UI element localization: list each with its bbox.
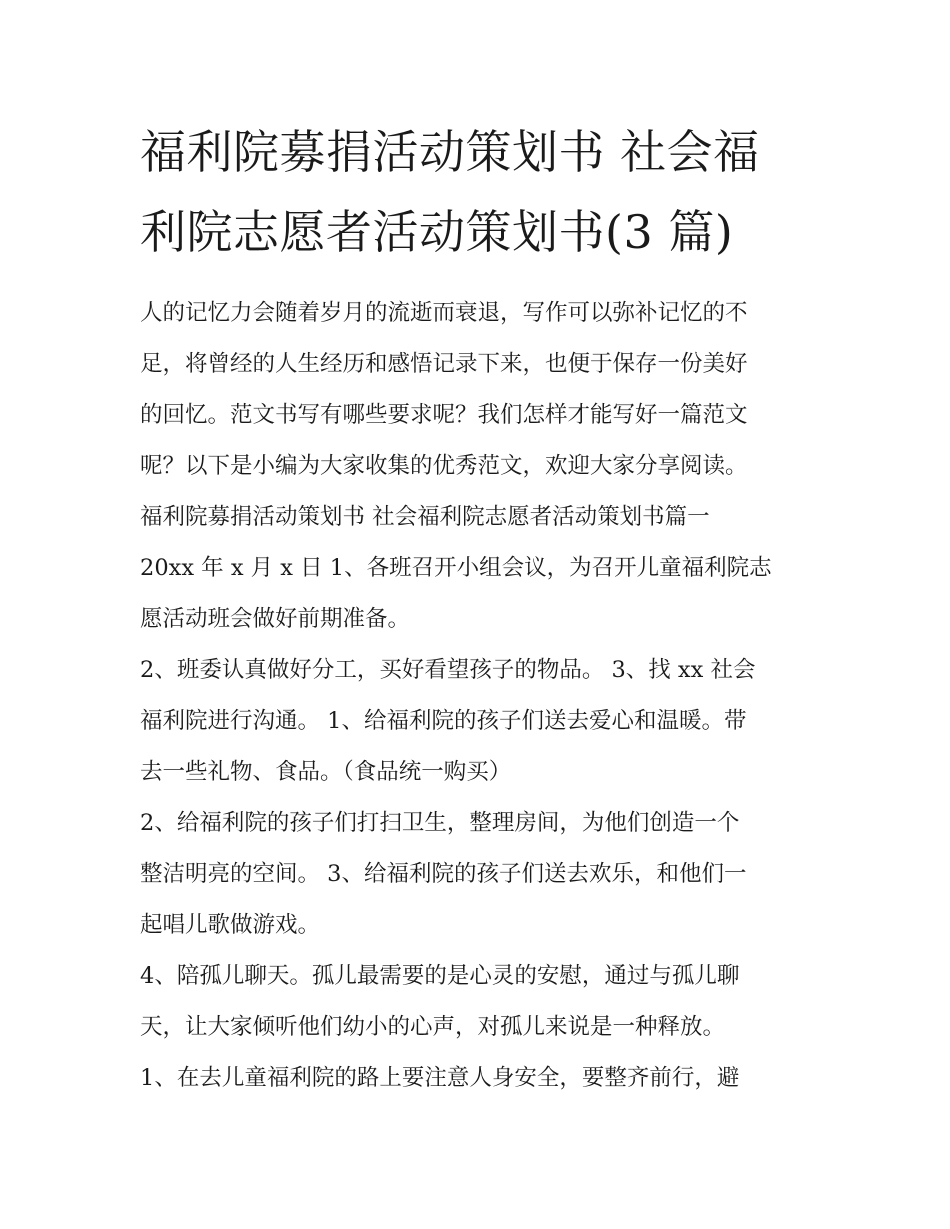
document-title xyxy=(140,112,820,272)
body-line: 呢？以下是小编为大家收集的优秀范文，欢迎大家分享阅读。 xyxy=(140,453,748,479)
body-line: 2、给福利院的孩子们打扫卫生，整理房间，为他们创造一个 xyxy=(140,810,740,836)
body-line: 愿活动班会做好前期准备。 xyxy=(140,606,411,632)
body-line: 整洁明亮的空间。 3、给福利院的孩子们送去欢乐，和他们一 xyxy=(140,861,747,887)
body-line: 20xx 年 x 月 x 日 1、各班召开小组会议，为召开儿童福利院志 xyxy=(140,555,772,581)
body-line: 2、班委认真做好分工，买好看望孩子的物品。 3、找 xx 社会 xyxy=(140,657,756,683)
body-line: 去一些礼物、食品。（食品统一购买） xyxy=(140,759,512,785)
body-line: 4、陪孤儿聊天。孤儿最需要的是心灵的安慰，通过与孤儿聊 xyxy=(140,963,740,989)
body-line: 福利院募捐活动策划书 社会福利院志愿者活动策划书篇一 xyxy=(140,504,710,530)
body-line: 人的记忆力会随着岁月的流逝而衰退，写作可以弥补记忆的不 xyxy=(140,300,748,326)
title-line-2: 利院志愿者活动策划书(3 篇) xyxy=(140,205,734,259)
title-line-1: 福利院募捐活动策划书 社会福 xyxy=(140,125,760,179)
body-line: 的回忆。范文书写有哪些要求呢？我们怎样才能写好一篇范文 xyxy=(140,402,748,428)
body-line: 足，将曾经的人生经历和感悟记录下来，也便于保存一份美好 xyxy=(140,351,748,377)
body-line: 1、在去儿童福利院的路上要注意人身安全，要整齐前行，避 xyxy=(140,1065,740,1091)
body-line: 天，让大家倾听他们幼小的心声，对孤儿来说是一种释放。 xyxy=(140,1014,726,1040)
document-body xyxy=(140,288,820,1104)
body-line: 起唱儿歌做游戏。 xyxy=(140,912,321,938)
document-content xyxy=(140,112,820,1104)
body-line: 福利院进行沟通。 1、给福利院的孩子们送去爱心和温暖。带 xyxy=(140,708,747,734)
